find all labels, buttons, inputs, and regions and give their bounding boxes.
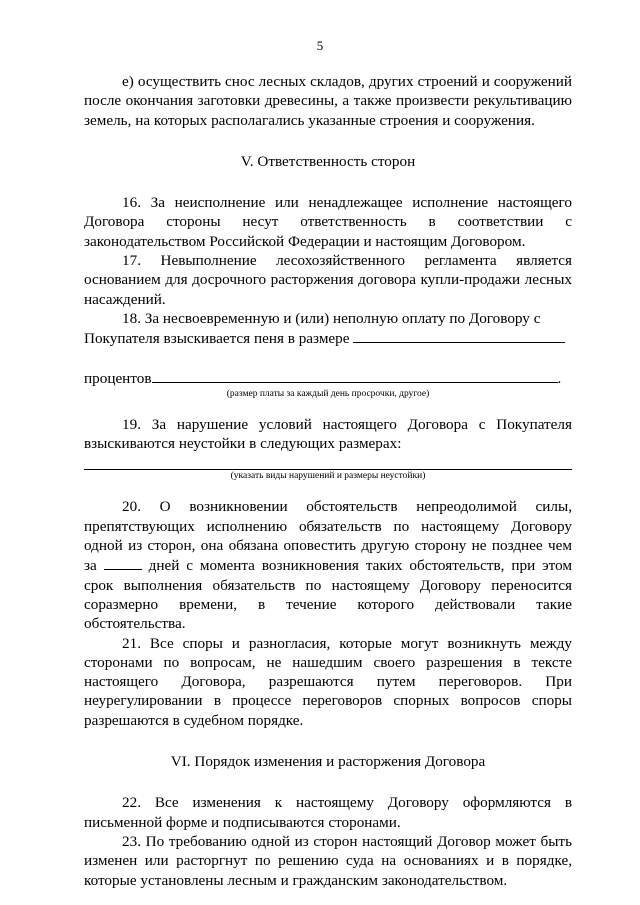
paragraph-22: 22. Все изменения к настоящему Договору оформляются в письменной форме и подписываются сторонами. [84, 794, 572, 831]
paragraph-20 [84, 497, 572, 633]
violations-blank-line [84, 453, 572, 470]
paragraph-20-end: дней с момента возникновения таких обстоятельств, при этом срок выполнения обязательств по настоящему Договору переносится соразмерно времени, в течение которого действовали такие обстоятельства. [84, 557, 573, 633]
paragraph-16: 16. За неисполнение или ненадлежащее исполнение настоящего Договора стороны несут ответственность в соответствии с законодательством Российской Федерации и настоящим Договором. [84, 194, 572, 250]
paragraph-18-text: 18. За несвоевременную и (или) неполную оплату по Договору с Покупателя взыскивается пеня в размере [84, 309, 541, 348]
penalty-caption: (размер платы за каждый день просрочки, другое) [226, 388, 430, 399]
paragraph-23: 23. По требованию одной из сторон настоящий Договор может быть изменен или расторгнут по решению суда на основаниях и в порядке, которые установлены лесным и гражданским законодательством. [84, 832, 572, 889]
percent-label: процентов [84, 369, 152, 387]
page-number: 5 [316, 38, 324, 53]
violations-caption: (указать виды нарушений и размеры неустойки) [230, 471, 426, 482]
paragraph-18 [84, 309, 572, 349]
paragraph-19: 19. За нарушение условий настоящего Договора с Покупателя взыскиваются неустойки в следующих размерах: [84, 415, 572, 453]
percent-line [84, 368, 572, 388]
paragraph-item-e: е) осуществить снос лесных складов, других строений и сооружений после окончания заготовки древесины, а также произвести рекультивацию земель, на которых располагались указанные строения и сооружения. [84, 73, 572, 129]
penalty-amount-blank [353, 328, 565, 343]
paragraph-21: 21. Все споры и разногласия, которые могут возникнуть между сторонами по вопросам, не нашедшим своего разрешения в тексте настоящего Договора, разрешаются путем переговоров. При неурегулировании в процессе переговоров спорных вопросов споры разрешаются в судебном порядке. [84, 634, 572, 729]
days-blank [104, 555, 142, 570]
percent-blank [152, 368, 558, 383]
document-body [84, 72, 572, 890]
paragraph-17: 17. Невыполнение лесохозяйственного регламента является основанием для досрочного расторжения договора купли-продажи лесных насаждений. [84, 252, 572, 308]
section-5-heading: V. Ответственность сторон [240, 152, 416, 170]
section-6-heading: VI. Порядок изменения и расторжения Договора [170, 753, 486, 771]
percent-line-period: . [557, 369, 562, 387]
paragraph-20-start: 20. О возникновении обстоятельств непреодолимой силы, препятствующих исполнению обязательств по настоящему Договору одной из сторон, она обязана оповестить другую сторону не позднее чем за [84, 498, 572, 575]
